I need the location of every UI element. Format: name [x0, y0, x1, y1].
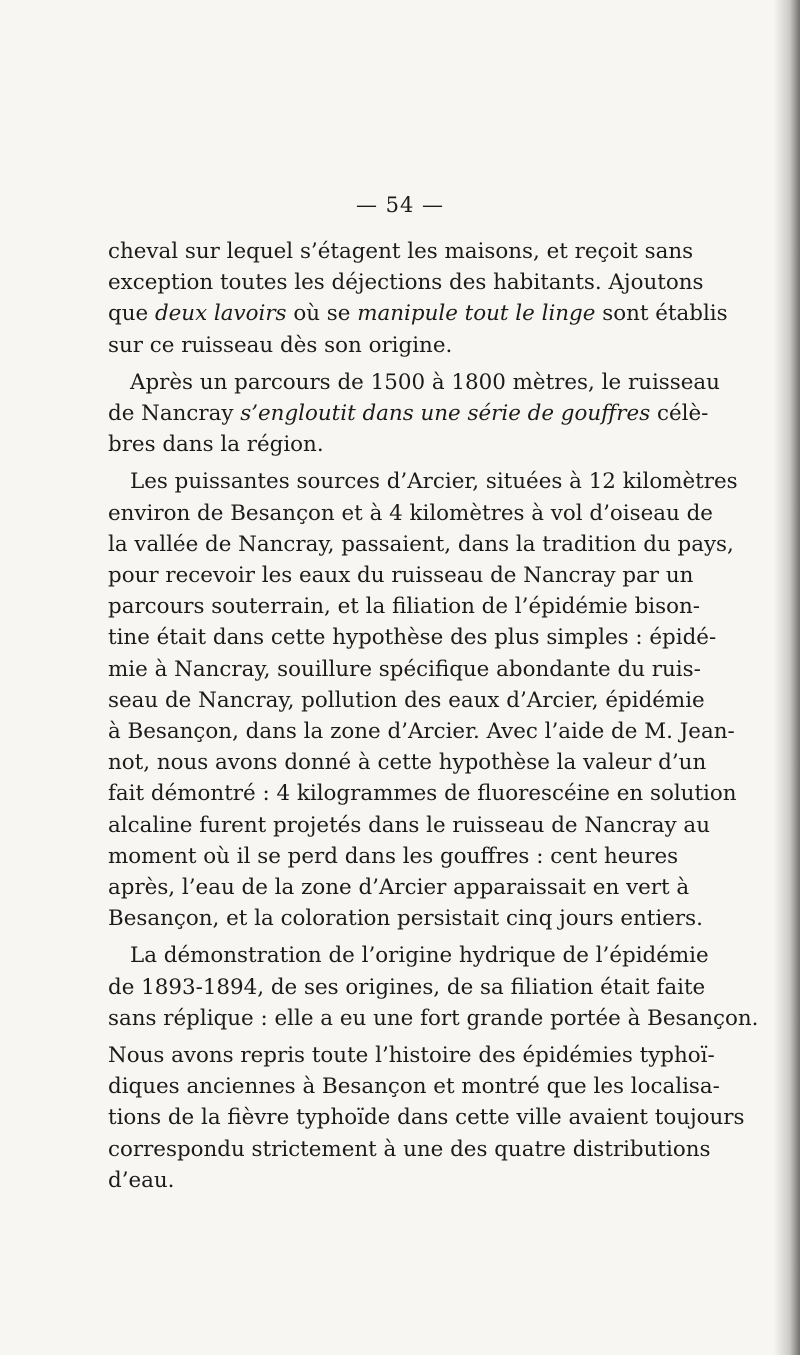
text-line: seau de Nancray, pollution des eaux d’Arcier, épidémie — [108, 687, 705, 713]
text-line: de 1893-1894, de ses origines, de sa filiation était faite — [108, 974, 706, 1000]
text-line: fait démontré : 4 kilogrammes de fluorescéine en solution — [108, 781, 737, 807]
text-line: Les puissantes sources d’Arcier, situées à 12 kilomètres — [130, 469, 738, 495]
binding-shadow — [774, 0, 800, 1355]
text-line: diques anciennes à Besançon et montré que les localisa- — [108, 1074, 720, 1100]
text-line: sans réplique : elle a eu une fort grande portée à Besançon. — [108, 1005, 759, 1031]
text-line: après, l’eau de la zone d’Arcier apparaissait en vert à — [108, 875, 690, 901]
text-line: parcours souterrain, et la filiation de l’épidémie bison- — [108, 594, 700, 620]
text-line: bres dans la région. — [108, 432, 324, 458]
text-line: moment où il se perd dans les gouffres : cent heures — [108, 843, 679, 869]
text-line: Besançon, et la coloration persistait cinq jours entiers. — [108, 906, 703, 932]
text-line: cheval sur lequel s’étagent les maisons, et reçoit sans — [108, 239, 694, 264]
text-line: sur ce ruisseau dès son origine. — [108, 332, 453, 358]
italic-phrase: s’engloutit dans une série de gouffres — [240, 401, 651, 427]
text-line: à Besançon, dans la zone d’Arcier. Avec l’aide de M. Jean- — [108, 719, 735, 745]
paragraph — [108, 466, 738, 934]
paragraph — [108, 1040, 745, 1196]
text-line: environ de Besançon et à 4 kilomètres à vol d’oiseau de — [108, 500, 713, 526]
text-line: d’eau. — [108, 1167, 175, 1193]
text-line: tine était dans cette hypothèse des plus simples : épidé- — [108, 625, 717, 651]
text-line: exception toutes les déjections des habitants. Ajoutons — [108, 270, 704, 296]
paragraph — [108, 940, 759, 1034]
paragraph — [108, 367, 720, 461]
text-line: la vallée de Nancray, passaient, dans la tradition du pays, — [108, 531, 734, 557]
text-line: que deux lavoirs où se manipule tout le linge sont établis — [108, 301, 728, 327]
text-line: alcaline furent projetés dans le ruisseau de Nancray au — [108, 812, 710, 838]
text-line: Nous avons repris toute l’histoire des épidémies typhoï- — [108, 1043, 715, 1069]
text-line: pour recevoir les eaux du ruisseau de Nancray par un — [108, 563, 694, 589]
text-line: correspondu strictement à une des quatre distributions — [108, 1136, 711, 1162]
text-line: not, nous avons donné à cette hypothèse la valeur d’un — [108, 750, 707, 776]
text-line: Après un parcours de 1500 à 1800 mètres, le ruisseau — [130, 369, 720, 395]
italic-phrase: deux lavoirs — [154, 301, 287, 327]
page-number: — 54 — — [355, 193, 445, 217]
body-text — [108, 236, 759, 1196]
text-line: tions de la fièvre typhoïde dans cette ville avaient toujours — [108, 1105, 745, 1131]
text-line: mie à Nancray, souillure spécifique abondante du ruis- — [108, 656, 701, 682]
paragraph — [108, 236, 728, 361]
italic-phrase: manipule tout le linge — [357, 301, 596, 327]
text-line: de Nancray s’engloutit dans une série de gouffres célè- — [108, 401, 709, 427]
text-line: La démonstration de l’origine hydrique de l’épidémie — [130, 943, 709, 969]
